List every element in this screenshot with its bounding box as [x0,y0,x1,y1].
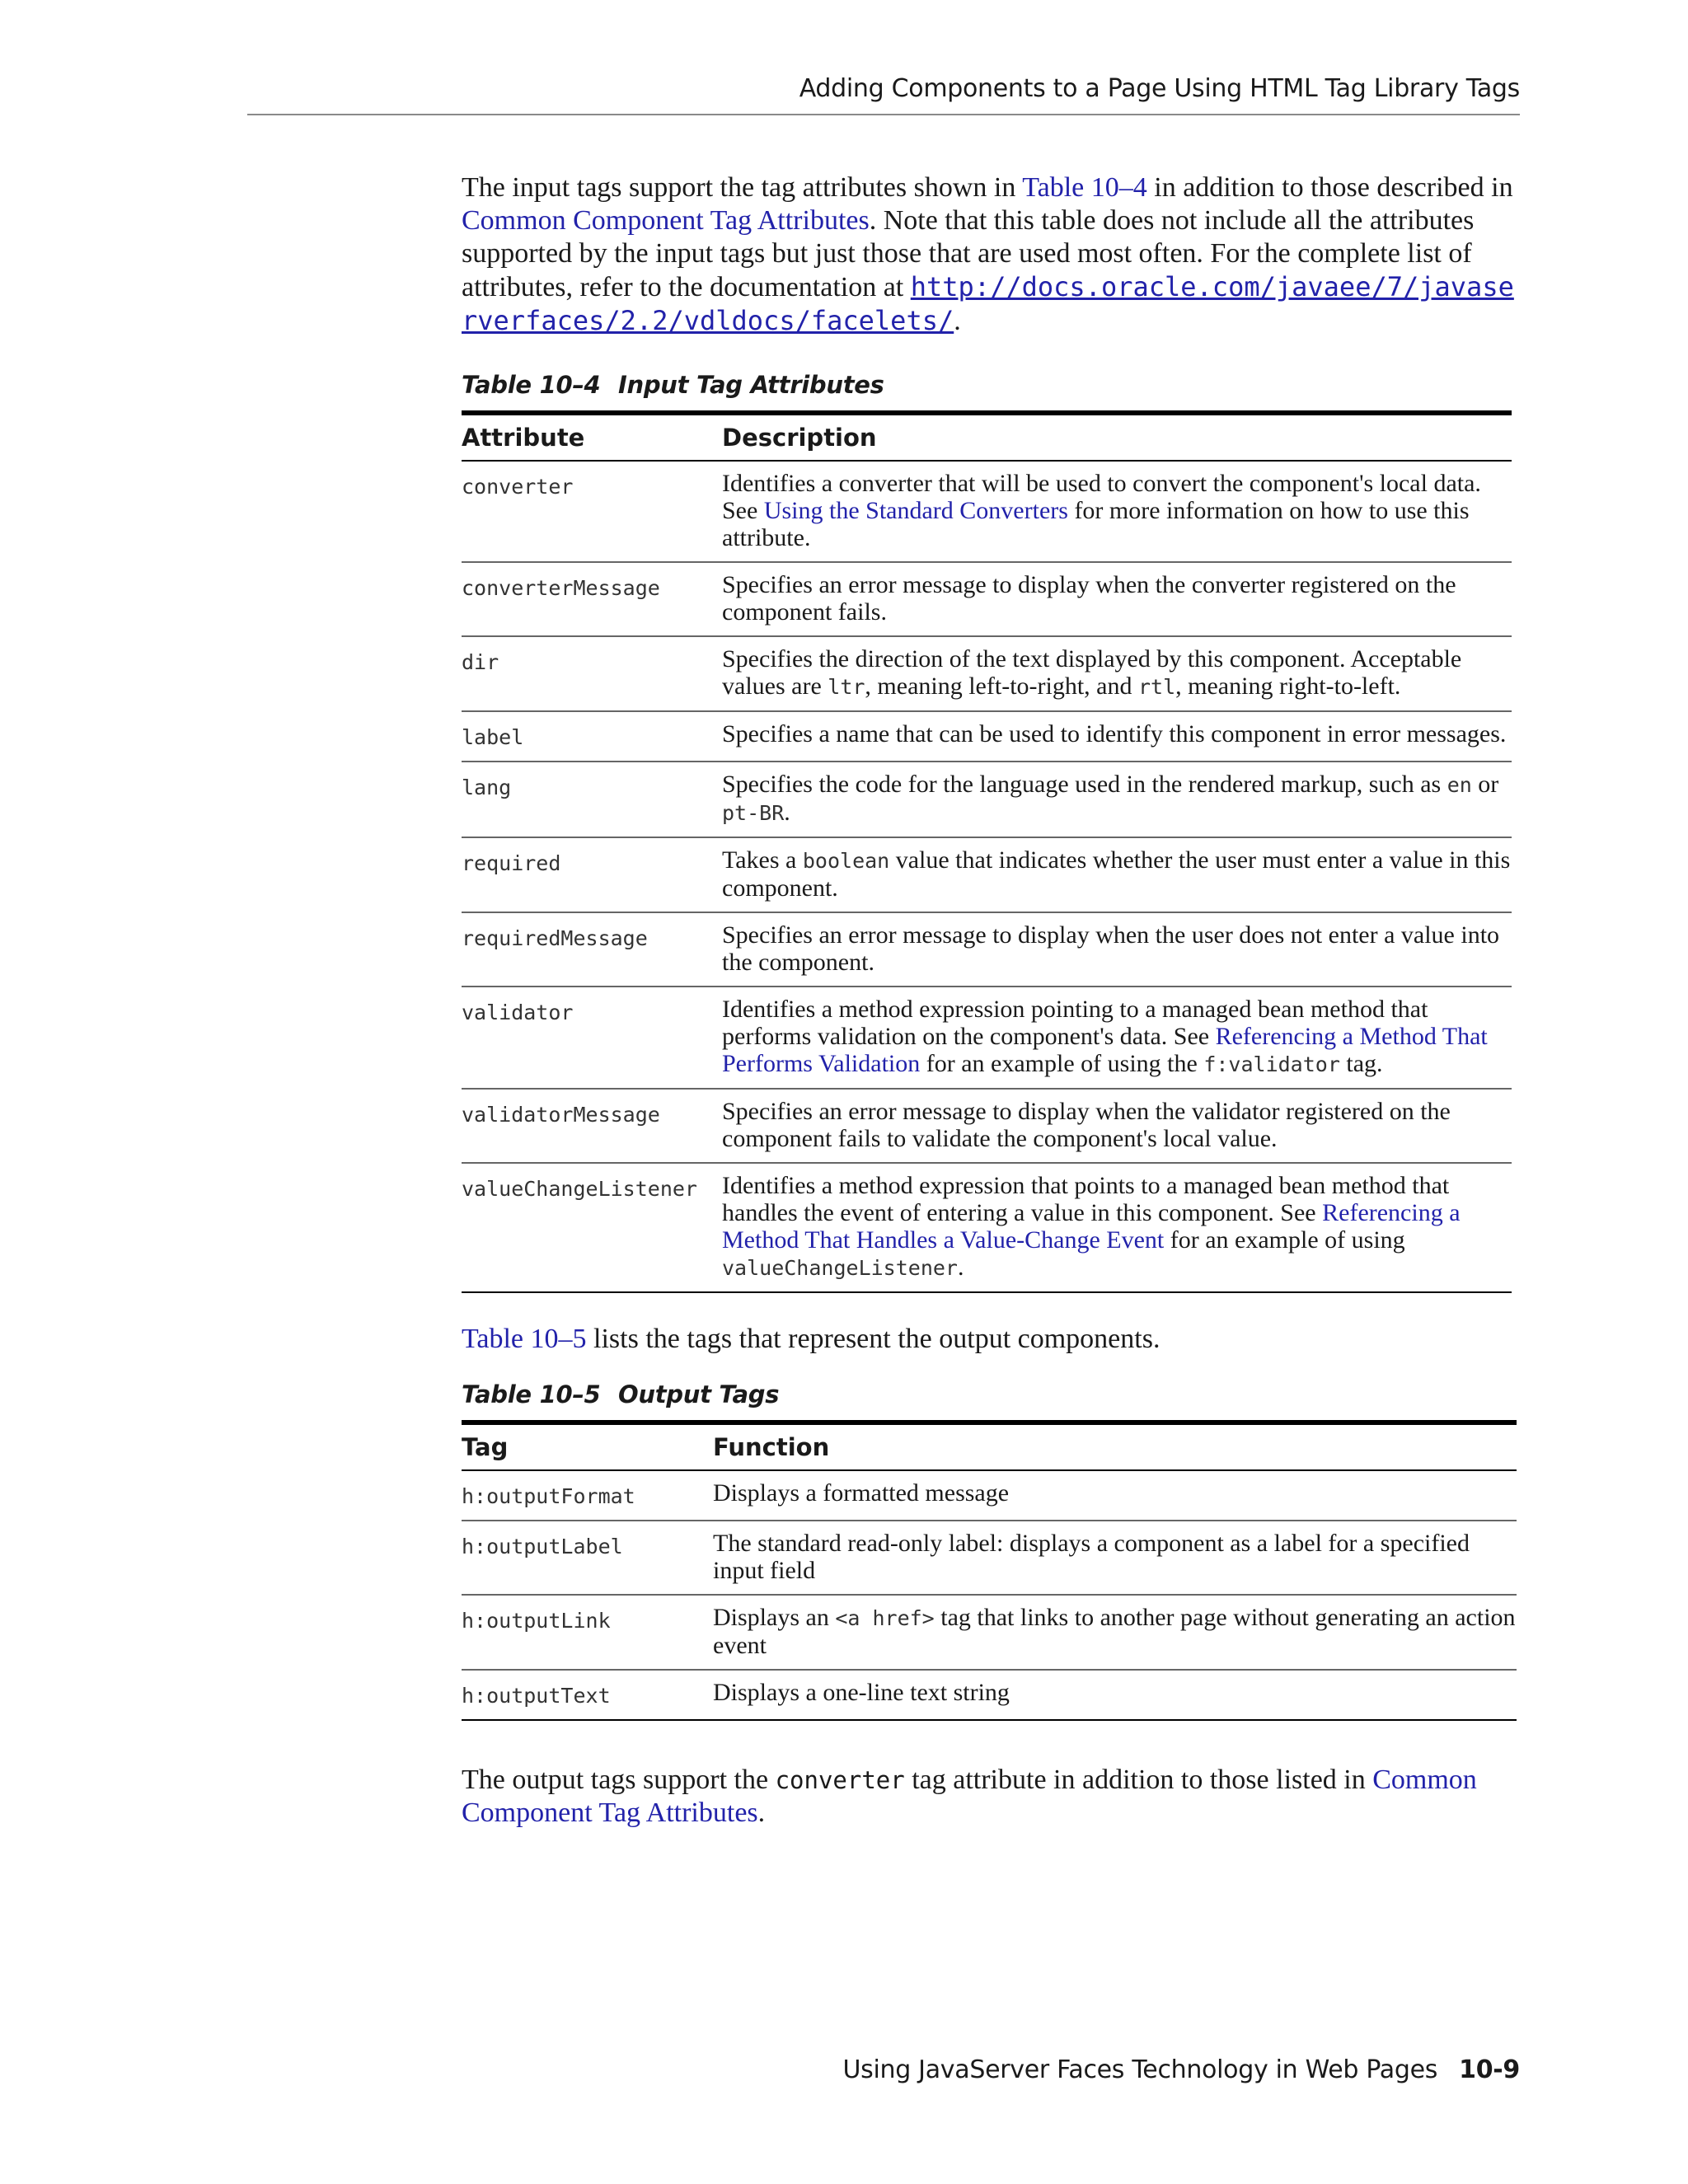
function-text: Displays a one-line text string [713,1679,1010,1706]
intro-paragraph [462,171,1525,338]
attribute-name: label [462,711,722,762]
table-10-5-link[interactable]: Table 10–5 [462,1324,587,1354]
intro-text-1: The input tags support the tag attributes shown in [462,172,1023,203]
table-row [462,562,1512,636]
output-tags-intro [462,1323,1525,1356]
tag-name: h:outputFormat [462,1470,713,1521]
table-header-row [462,1422,1517,1470]
table-row [462,837,1512,912]
function-text: Displays an [713,1604,836,1631]
common-attributes-link[interactable]: Common Component Tag Attributes [462,205,870,236]
tag-name: h:outputLink [462,1595,713,1670]
attribute-name: converter [462,461,722,562]
attribute-description [722,562,1512,636]
intro-text-3: . Note that this table does not include all the attributes supported by the input tags but just those that are used most often. For the complete list of attributes, refer to the documentation at [462,205,1475,302]
description-text: value that indicates whether the user must enter a value in this component. [722,846,1511,902]
running-header [247,69,1520,115]
description-text: . [784,799,790,826]
attribute-description [722,837,1512,912]
description-text: Takes a [722,846,803,874]
performs-validation-link[interactable]: Referencing a Method That Performs Validation [722,1023,1488,1077]
intro-text-4: . [954,306,961,336]
description-text: tag. [1339,1050,1383,1077]
attribute-description [722,461,1512,562]
page-number: 10-9 [1459,2055,1520,2084]
code-value: f:validator [1203,1052,1340,1076]
running-footer [842,2055,1520,2084]
description-text: Specifies a name that can be used to identify this component in error messages. [722,720,1507,748]
table-10-4-caption-number: Table 10–4 [462,371,601,399]
tag-function [713,1521,1517,1595]
attribute-name: validator [462,987,722,1089]
description-text: Identifies a method expression that points to a managed bean method that handles the event of entering a value in this component. See [722,1172,1450,1226]
table-row [462,912,1512,987]
tag-name: h:outputLabel [462,1521,713,1595]
attribute-description [722,1163,1512,1292]
attribute-name: lang [462,762,722,837]
table-row [462,1670,1517,1720]
description-text: for an example of using the [920,1050,1204,1077]
column-header-tag: Tag [462,1422,713,1470]
table-10-4-link[interactable]: Table 10–4 [1022,172,1147,203]
code-value: ltr [828,675,865,699]
code-value: rtl [1138,675,1176,699]
tag-function [713,1670,1517,1720]
vdldocs-url-link[interactable]: http://docs.oracle.com/javaee/7/javaserverfaces/2.2/vdldocs/facelets/ [462,271,1514,336]
attribute-name: requiredMessage [462,912,722,987]
description-text: . [957,1254,964,1281]
table-row [462,987,1512,1089]
description-text: , meaning right-to-left. [1175,673,1401,700]
description-text: for more information on how to use this attribute. [722,497,1470,551]
tag-function [713,1470,1517,1521]
table-10-5-caption-title: Output Tags [618,1380,780,1408]
table-row [462,461,1512,562]
output-tags-table [462,1420,1517,1721]
table-10-5-caption-number: Table 10–5 [462,1380,601,1408]
attribute-name: validatorMessage [462,1089,722,1163]
table-row [462,762,1512,837]
attribute-description [722,987,1512,1089]
code-value: <a href> [835,1606,935,1630]
header-title: Adding Components to a Page Using HTML Tag Library Tags [799,74,1520,103]
table-row [462,1089,1512,1163]
description-text: or [1471,771,1499,798]
code-value: boolean [802,849,890,873]
code-value: en [1447,773,1472,797]
mid-text: lists the tags that represent the output components. [586,1324,1160,1354]
attribute-description [722,912,1512,987]
column-header-function: Function [713,1422,1517,1470]
value-change-event-link[interactable]: Referencing a Method That Handles a Value-Change Event [722,1199,1461,1254]
outro-text-1: The output tags support the [462,1765,776,1795]
table-row [462,1521,1517,1595]
input-tag-attributes-table [462,410,1512,1293]
standard-converters-link[interactable]: Using the Standard Converters [763,497,1068,524]
page-content [462,171,1525,1830]
column-header-description: Description [722,413,1512,461]
description-text: , meaning left-to-right, and [865,673,1138,700]
common-attributes-link-2[interactable]: Common Component Tag Attributes [462,1765,1477,1828]
attribute-description [722,711,1512,762]
code-value: valueChangeListener [722,1256,958,1280]
description-text: for an example of using [1164,1226,1405,1254]
output-tags-outro [462,1764,1525,1830]
description-text: Identifies a converter that will be used to convert the component's local data. See [722,470,1481,524]
tag-name: h:outputText [462,1670,713,1720]
table-row [462,1470,1517,1521]
attribute-name: converterMessage [462,562,722,636]
attribute-name: dir [462,636,722,711]
table-10-5-caption [462,1380,1525,1408]
code-value: converter [775,1766,905,1794]
table-row [462,711,1512,762]
description-text: Specifies the code for the language used in the rendered markup, such as [722,771,1447,798]
description-text: Specifies the direction of the text displayed by this component. Acceptable values are [722,645,1462,700]
attribute-description [722,636,1512,711]
table-10-4-caption-title: Input Tag Attributes [618,371,884,399]
description-text: Specifies an error message to display when the converter registered on the component fails. [722,571,1456,626]
tag-function [713,1595,1517,1670]
table-10-4-caption [462,371,1525,399]
function-text: The standard read-only label: displays a component as a label for a specified input field [713,1530,1470,1584]
table-row [462,636,1512,711]
attribute-description [722,762,1512,837]
description-text: Specifies an error message to display when the validator registered on the component fails to validate the component's local value. [722,1098,1451,1152]
table-header-row [462,413,1512,461]
function-text: tag that links to another page without generating an action event [713,1604,1516,1659]
attribute-name: required [462,837,722,912]
intro-text-2: in addition to those described in [1146,172,1513,203]
function-text: Displays a formatted message [713,1479,1010,1507]
outro-text-2: tag attribute in addition to those listed in [904,1765,1373,1795]
table-row [462,1163,1512,1292]
outro-text-3: . [757,1797,766,1828]
footer-title: Using JavaServer Faces Technology in Web Pages [842,2055,1438,2084]
table-row [462,1595,1517,1670]
attribute-name: valueChangeListener [462,1163,722,1292]
description-text: Specifies an error message to display when the user does not enter a value into the component. [722,921,1500,976]
code-value: pt-BR [722,801,785,825]
attribute-description [722,1089,1512,1163]
description-text: Identifies a method expression pointing to a managed bean method that performs validation on the component's data. See [722,996,1428,1050]
column-header-attribute: Attribute [462,413,722,461]
